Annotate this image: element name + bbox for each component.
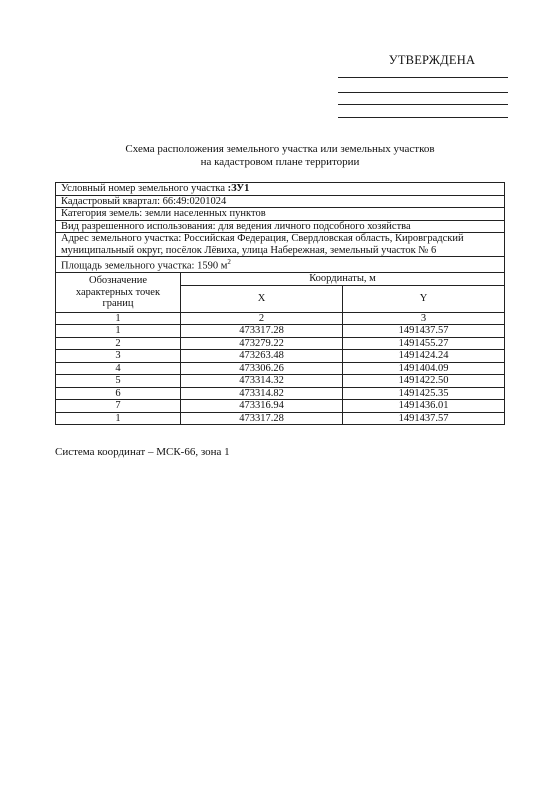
info-row: [56, 257, 505, 273]
info-row: [56, 208, 505, 221]
x-cell: 473317.28: [181, 325, 343, 338]
column-number-row: [56, 312, 505, 325]
table-row: [56, 350, 505, 363]
document-title-line2: на кадастровом плане территории: [200, 156, 360, 168]
info-row: [56, 195, 505, 208]
address-cell: [56, 233, 505, 257]
point-cell: 2: [56, 337, 181, 350]
table-row: [56, 400, 505, 413]
column-number: 1: [56, 312, 181, 325]
parcel-number-cell: [56, 183, 505, 196]
table-row: [56, 412, 505, 425]
x-header: X: [181, 285, 343, 312]
area-superscript: 2: [227, 258, 231, 266]
address-line2: муниципальный округ, посёлок Лёвиха, улица Набережная, земельный участок № 6: [61, 244, 437, 256]
y-cell: 1491404.09: [343, 362, 505, 375]
x-cell: 473314.32: [181, 375, 343, 388]
y-cell: 1491422.50: [343, 375, 505, 388]
point-cell: 6: [56, 387, 181, 400]
x-cell: 473317.28: [181, 412, 343, 425]
y-cell: 1491437.57: [343, 325, 505, 338]
point-header: Обозначение характерных точек границ: [56, 273, 181, 313]
y-header: Y: [343, 285, 505, 312]
approved-label: УТВЕРЖДЕНА: [388, 53, 476, 67]
area-cell: [56, 257, 505, 273]
info-row: [56, 233, 505, 257]
signature-line: [338, 77, 508, 78]
parcel-number-label: Условный номер земельного участка: [61, 183, 226, 194]
info-row: [56, 183, 505, 196]
y-cell: 1491436.01: [343, 400, 505, 413]
parcel-number-value: :ЗУ1: [227, 183, 250, 194]
cadastral-quarter: Кадастровый квартал: 66:49:0201024: [56, 195, 505, 208]
header-row: [56, 273, 505, 286]
table-row: [56, 325, 505, 338]
document-title-line1: Схема расположения земельного участка или земельных участков: [125, 143, 435, 155]
table-row: [56, 387, 505, 400]
table-row: [56, 337, 505, 350]
point-cell: 3: [56, 350, 181, 363]
signature-line: [338, 104, 508, 105]
table-row: [56, 375, 505, 388]
coordinate-system-note: Система координат – МСК-66, зона 1: [55, 446, 230, 458]
signature-line: [338, 92, 508, 93]
x-cell: 473263.48: [181, 350, 343, 363]
coords-header: Координаты, м: [181, 273, 505, 286]
table-row: [56, 362, 505, 375]
y-cell: 1491455.27: [343, 337, 505, 350]
permitted-use: Вид разрешенного использования: для ведения личного подсобного хозяйства: [56, 220, 505, 233]
x-cell: 473316.94: [181, 400, 343, 413]
land-category: Категория земель: земли населенных пунктов: [56, 208, 505, 221]
x-cell: 473279.22: [181, 337, 343, 350]
y-cell: 1491437.57: [343, 412, 505, 425]
parcel-table: [55, 182, 505, 425]
point-cell: 5: [56, 375, 181, 388]
address-line1: Адрес земельного участка: Российская Федерация, Свердловская область, Кировградский: [61, 233, 464, 244]
point-cell: 4: [56, 362, 181, 375]
area-label: Площадь земельного участка: 1590 м: [61, 260, 228, 272]
point-cell: 1: [56, 325, 181, 338]
column-number: 3: [343, 312, 505, 325]
y-cell: 1491424.24: [343, 350, 505, 363]
x-cell: 473314.82: [181, 387, 343, 400]
point-cell: 7: [56, 400, 181, 413]
y-cell: 1491425.35: [343, 387, 505, 400]
signature-line: [338, 117, 508, 118]
x-cell: 473306.26: [181, 362, 343, 375]
point-cell: 1: [56, 412, 181, 425]
info-row: [56, 220, 505, 233]
column-number: 2: [181, 312, 343, 325]
